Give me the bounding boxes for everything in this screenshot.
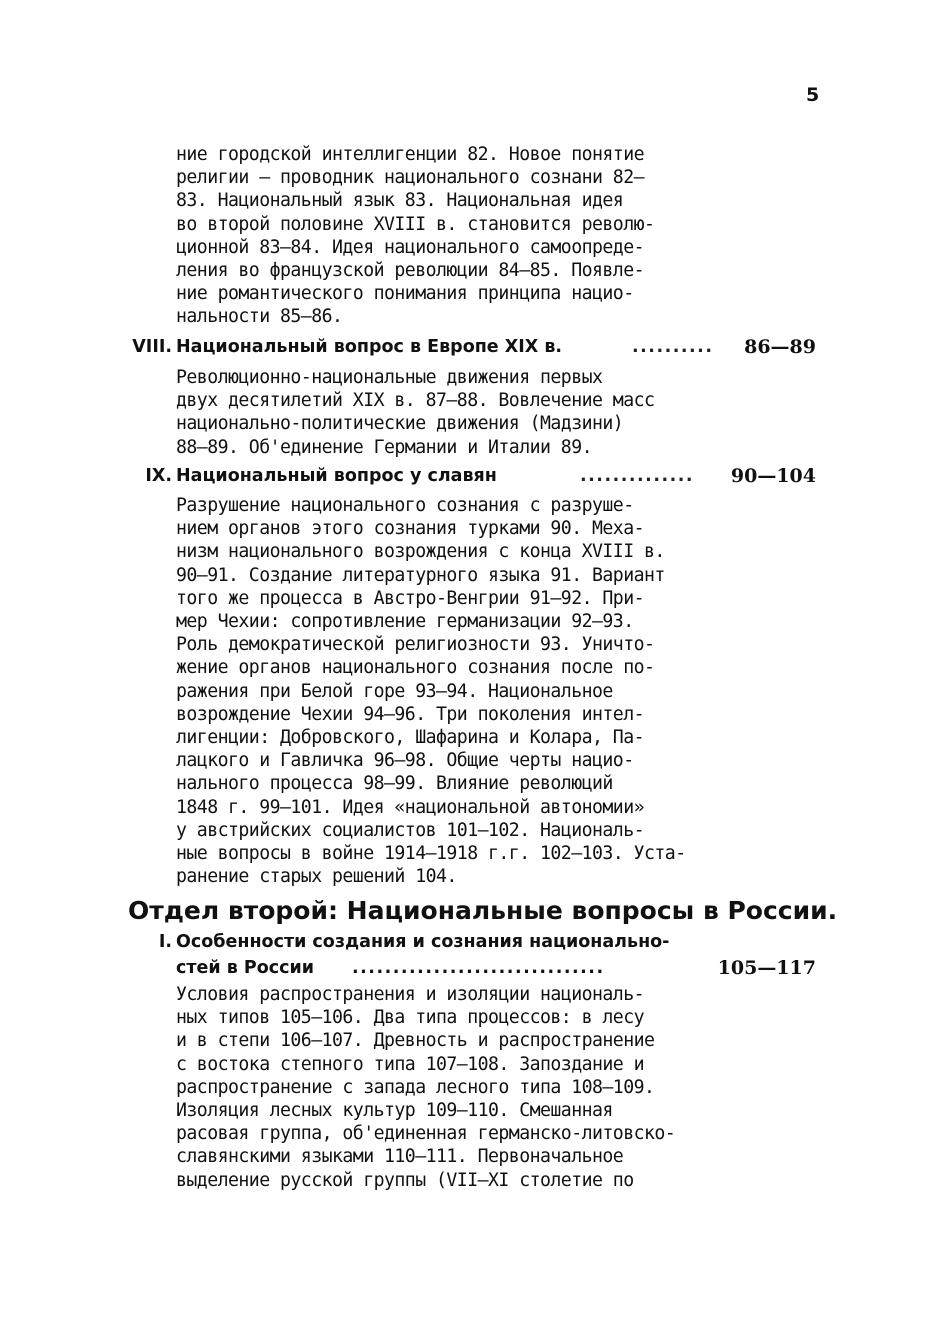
chapter-viii-number: VIII. bbox=[132, 337, 172, 357]
chapter-vii-line: религии — проводник национального сознани 82— bbox=[176, 167, 644, 189]
chapter-vii-line: ние романтического понимания принципа нацио- bbox=[176, 283, 634, 305]
chapter-viii-line: национально-политические движения (Мадзини) bbox=[176, 413, 624, 435]
chapter-i-leader-dots: ............................... bbox=[352, 958, 605, 978]
chapter-ix-line: лацкого и Гавличка 96—98. Общие черты нацио- bbox=[176, 750, 634, 772]
chapter-ix-leader-dots: .............. bbox=[580, 466, 695, 486]
chapter-vii-line: ления во французской революции 84—85. Появле- bbox=[176, 260, 644, 282]
chapter-i-title-line2: стей в России bbox=[176, 958, 315, 978]
chapter-vii-line: нальности 85—86. bbox=[176, 306, 343, 328]
chapter-ix-line: низм национального возрождения с конца XVIII в. bbox=[176, 541, 665, 563]
chapter-vii-line: ционной 83—84. Идея национального самоопреде- bbox=[176, 236, 644, 258]
chapter-ix-heading bbox=[0, 463, 816, 489]
chapter-ix-line: лигенции: Добровского, Шафарина и Колара, Па- bbox=[176, 727, 644, 749]
chapter-i-line: расовая группа, об'единенная германско-литовско- bbox=[176, 1123, 676, 1145]
chapter-i-line: ных типов 105—106. Два типа процессов: в лесу bbox=[176, 1007, 644, 1029]
chapter-i-line: и в степи 106—107. Древность и распространение bbox=[176, 1030, 655, 1052]
chapter-ix-line: 1848 г. 99—101. Идея «национальной автономии» bbox=[176, 796, 644, 818]
chapter-ix-line: нального процесса 98—99. Влияние революций bbox=[176, 773, 613, 795]
chapter-viii-title: Национальный вопрос в Европе XIX в. bbox=[176, 337, 563, 357]
chapter-vii-line: ние городской интеллигенции 82. Новое понятие bbox=[176, 144, 644, 165]
chapter-i-line: Условия распространения и изоляции националь- bbox=[176, 984, 644, 1005]
chapter-viii-line: 88—89. Об'единение Германии и Италии 89. bbox=[176, 436, 592, 458]
chapter-ix-line: Разрушение национального сознания с разруше- bbox=[176, 495, 634, 516]
page-number: 5 bbox=[806, 84, 820, 106]
chapter-i-line: славянскими языками 110—111. Первоначальное bbox=[176, 1146, 624, 1168]
chapter-ix-line: нием органов этого сознания турками 90. Меха- bbox=[176, 518, 644, 540]
chapter-vii-line: 83. Национальный язык 83. Национальная идея bbox=[176, 190, 624, 212]
chapter-vii-continuation-text bbox=[176, 143, 744, 329]
chapter-vii-line: во второй половине XVIII в. становится револю- bbox=[176, 213, 655, 235]
chapter-ix-pages: 90—104 bbox=[730, 465, 816, 487]
chapter-ix-title: Национальный вопрос у славян bbox=[176, 466, 497, 486]
chapter-ix-line: 90—91. Создание литературного языка 91. Вариант bbox=[176, 564, 665, 586]
chapter-ix-text bbox=[176, 494, 744, 888]
chapter-i-line: Изоляция лесных культур 109—110. Смешанная bbox=[176, 1100, 613, 1122]
chapter-viii-line: двух десятилетий XIX в. 87—88. Вовлечение масс bbox=[176, 390, 655, 412]
chapter-i-line: выделение русской группы (VII—XI столетие по bbox=[176, 1169, 634, 1191]
chapter-viii-pages: 86—89 bbox=[744, 336, 816, 358]
chapter-ix-line: ражения при Белой горе 93—94. Национальное bbox=[176, 680, 613, 702]
chapter-viii-heading bbox=[0, 334, 816, 360]
chapter-ix-line: у австрийских социалистов 101—102. Националь- bbox=[176, 819, 644, 841]
chapter-ix-line: жение органов национального сознания после по- bbox=[176, 657, 655, 679]
chapter-ix-line: мер Чехии: сопротивление германизации 92—93. bbox=[176, 611, 634, 633]
chapter-viii-text bbox=[176, 366, 744, 459]
chapter-i-pages: 105—117 bbox=[717, 957, 816, 979]
chapter-ix-line: того же процесса в Австро-Венгрии 91—92. При- bbox=[176, 587, 644, 609]
chapter-ix-line: возрождение Чехии 94—96. Три поколения интел- bbox=[176, 703, 644, 725]
chapter-i-text bbox=[176, 983, 744, 1192]
chapter-i-number: I. bbox=[158, 932, 172, 952]
chapter-i-title-line1: Особенности создания и сознания национально- bbox=[176, 932, 670, 952]
chapter-viii-leader-dots: .......... bbox=[632, 337, 714, 357]
chapter-viii-line: Революционно-национальные движения первых bbox=[176, 367, 603, 388]
chapter-ix-number: IX. bbox=[145, 466, 172, 486]
chapter-i-line: распространение с запада лесного типа 108—109. bbox=[176, 1076, 655, 1098]
chapter-i-line: с востока степного типа 107—108. Запоздание и bbox=[176, 1053, 644, 1075]
chapter-ix-line: ранение старых решений 104. bbox=[176, 866, 457, 888]
chapter-ix-line: Роль демократической религиозности 93. Уничто- bbox=[176, 634, 655, 656]
section-two-title: Отдел второй: Национальные вопросы в России. bbox=[128, 896, 838, 925]
chapter-ix-line: ные вопросы в войне 1914—1918 г.г. 102—103. Уста- bbox=[176, 843, 686, 865]
